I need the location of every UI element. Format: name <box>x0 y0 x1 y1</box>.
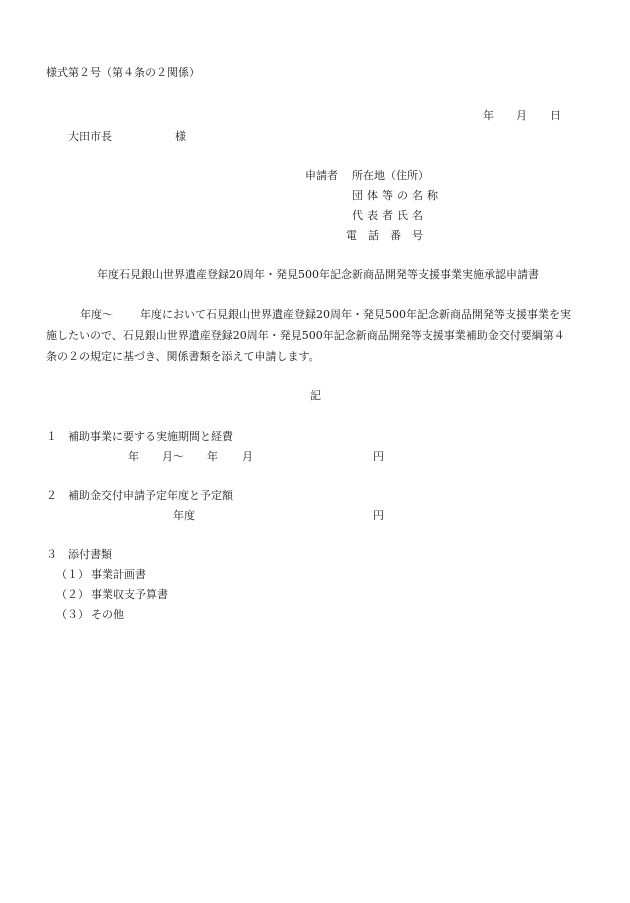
subitem-2-label: 事業収支予算書 <box>91 588 168 601</box>
subitem-2-number: （２） <box>56 588 89 601</box>
item-2-number: ２ <box>46 489 57 502</box>
applicant-phone-label: 電 話 番 号 <box>346 229 423 242</box>
item-1-month-a: 月～ <box>162 450 184 463</box>
ki-heading: 記 <box>310 389 321 402</box>
applicant-representative-label: 代表者氏名 <box>352 209 427 222</box>
date-month-label: 月 <box>516 109 527 122</box>
item-3-label: 添付書類 <box>68 548 112 561</box>
body-line3: 条の２の規定に基づき、関係書類を添えて申請します。 <box>46 350 320 363</box>
item-2-label: 補助金交付申請予定年度と予定額 <box>68 489 233 502</box>
body-line1-start: 年度～ <box>80 308 113 321</box>
item-1-number: １ <box>46 430 57 443</box>
document-title: 年度石見銀山世界遺産登録20周年・発見500年記念新商品開発等支援事業実施承認申請書 <box>97 268 539 281</box>
item-1-year-b: 年 <box>207 450 218 463</box>
date-day-label: 日 <box>550 109 561 122</box>
item-1-month-b: 月 <box>242 450 253 463</box>
applicant-address-label: 所在地（住所） <box>352 169 429 182</box>
subitem-3-number: （３） <box>56 608 89 621</box>
date-year-label: 年 <box>483 109 494 122</box>
item-2-yen: 円 <box>373 509 384 522</box>
item-3-number: ３ <box>46 548 57 561</box>
applicant-heading: 申請者 <box>305 169 338 182</box>
subitem-1-label: 事業計画書 <box>91 568 146 581</box>
form-label: 様式第２号（第４条の２関係） <box>46 66 200 79</box>
addressee-honorific: 様 <box>175 130 186 143</box>
body-line1-rest: 年度において石見銀山世界遺産登録20周年・発見500年記念新商品開発等支援事業を実 <box>140 308 571 321</box>
applicant-org-name-label: 団体等の名称 <box>352 189 442 202</box>
item-1-yen: 円 <box>373 450 384 463</box>
subitem-1-number: （１） <box>56 568 89 581</box>
item-2-nendo: 年度 <box>173 509 195 522</box>
body-line2: 施したいので、石見銀山世界遺産登録20周年・発見500年記念新商品開発等支援事業補助金交付要綱第４ <box>46 329 565 342</box>
subitem-3-label: その他 <box>91 608 124 621</box>
item-1-year-a: 年 <box>128 450 139 463</box>
item-1-label: 補助事業に要する実施期間と経費 <box>68 430 233 443</box>
addressee-name: 大田市長 <box>68 130 112 143</box>
